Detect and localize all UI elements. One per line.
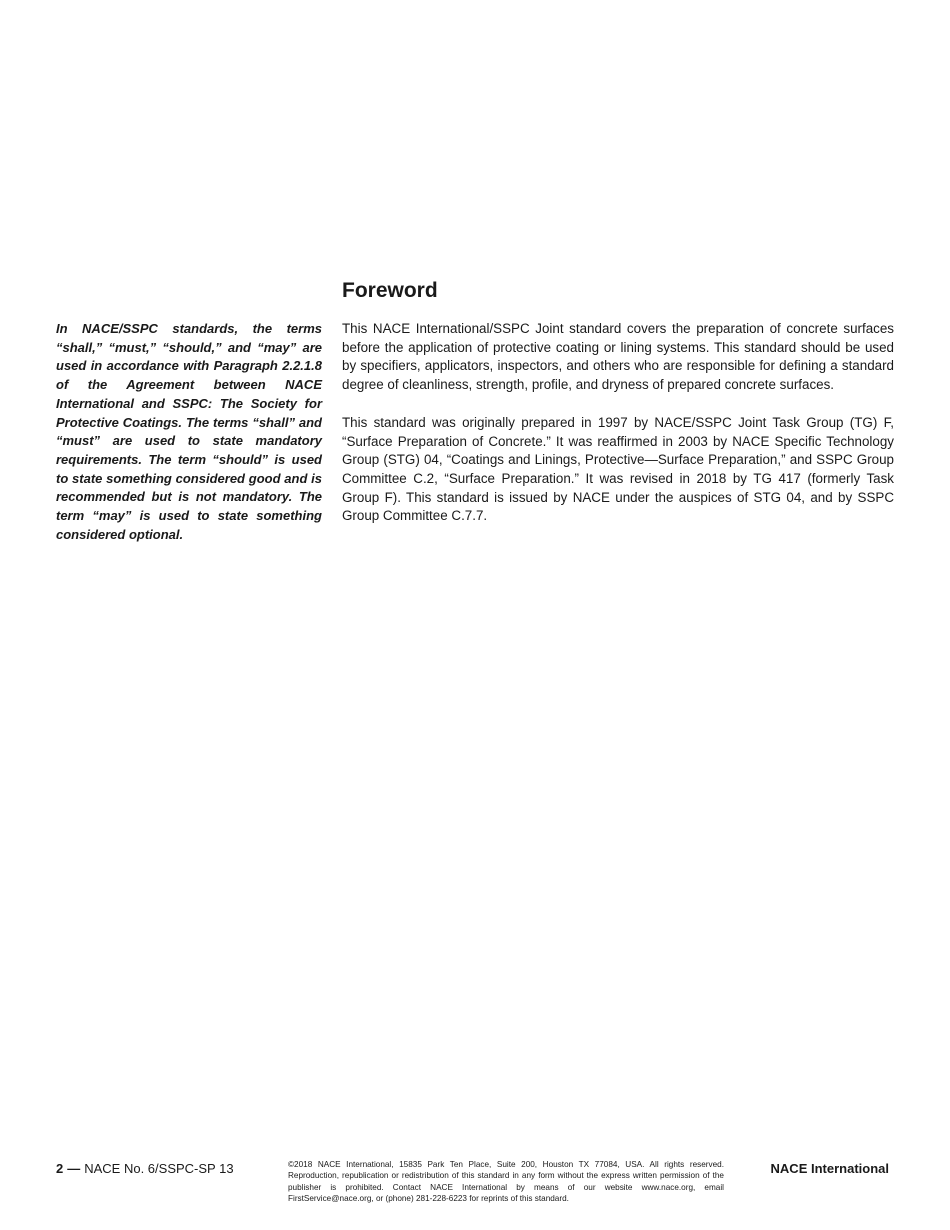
copyright-notice: ©2018 NACE International, 15835 Park Ten Place, Suite 200, Houston TX 77084, USA. All rights reserved. Reproduction, republication or redistribution of this standard in any form without the express written permission of the publisher is prohibited. Contact NACE International by means of our website www.nace.org, email FirstService@nace.org, or (phone) 281-228-6223 for reprints of this standard. bbox=[288, 1160, 724, 1203]
footer-separator: — bbox=[67, 1161, 81, 1176]
foreword-body bbox=[342, 320, 894, 545]
document-id: NACE No. 6/SSPC-SP 13 bbox=[84, 1161, 234, 1176]
foreword-paragraph-2: This standard was originally prepared in 1997 by NACE/SSPC Joint Task Group (TG) F, “Surface Preparation of Concrete.” It was reaffirmed in 2003 by NACE Specific Technology Group (STG) 04, “Coatings and Linings, Protective—Surface Preparation,” and SSPC Group Committee C.2, “Surface Preparation.” It was revised in 2018 by TG 417 (formerly Task Group F). This standard is issued by NACE under the auspices of STG 04, and by SSPC Group Committee C.7.7. bbox=[342, 414, 894, 524]
publisher-name: NACE International bbox=[770, 1161, 889, 1176]
footer-doc-ref bbox=[56, 1161, 234, 1177]
section-heading: Foreword bbox=[342, 279, 438, 302]
page-number: 2 bbox=[56, 1161, 64, 1176]
foreword-paragraph-1: This NACE International/SSPC Joint standard covers the preparation of concrete surfaces before the application of protective coating or lining systems. This standard should be used by specifiers, applicators, inspectors, and others who are responsible for defining a standard degree of cleanliness, strength, profile, and dryness of prepared concrete surfaces. bbox=[342, 321, 894, 393]
terminology-note: In NACE/SSPC standards, the terms “shall,” “must,” “should,” and “may” are used in accordance with Paragraph 2.2.1.8 of the Agreement between NACE International and SSPC: The Society for Protective Coatings. The terms “shall” and “must” are used to state mandatory requirements. The term “should” is used to state something considered good and is recommended but is not mandatory. The term “may” is used to state something considered optional. bbox=[56, 321, 322, 542]
